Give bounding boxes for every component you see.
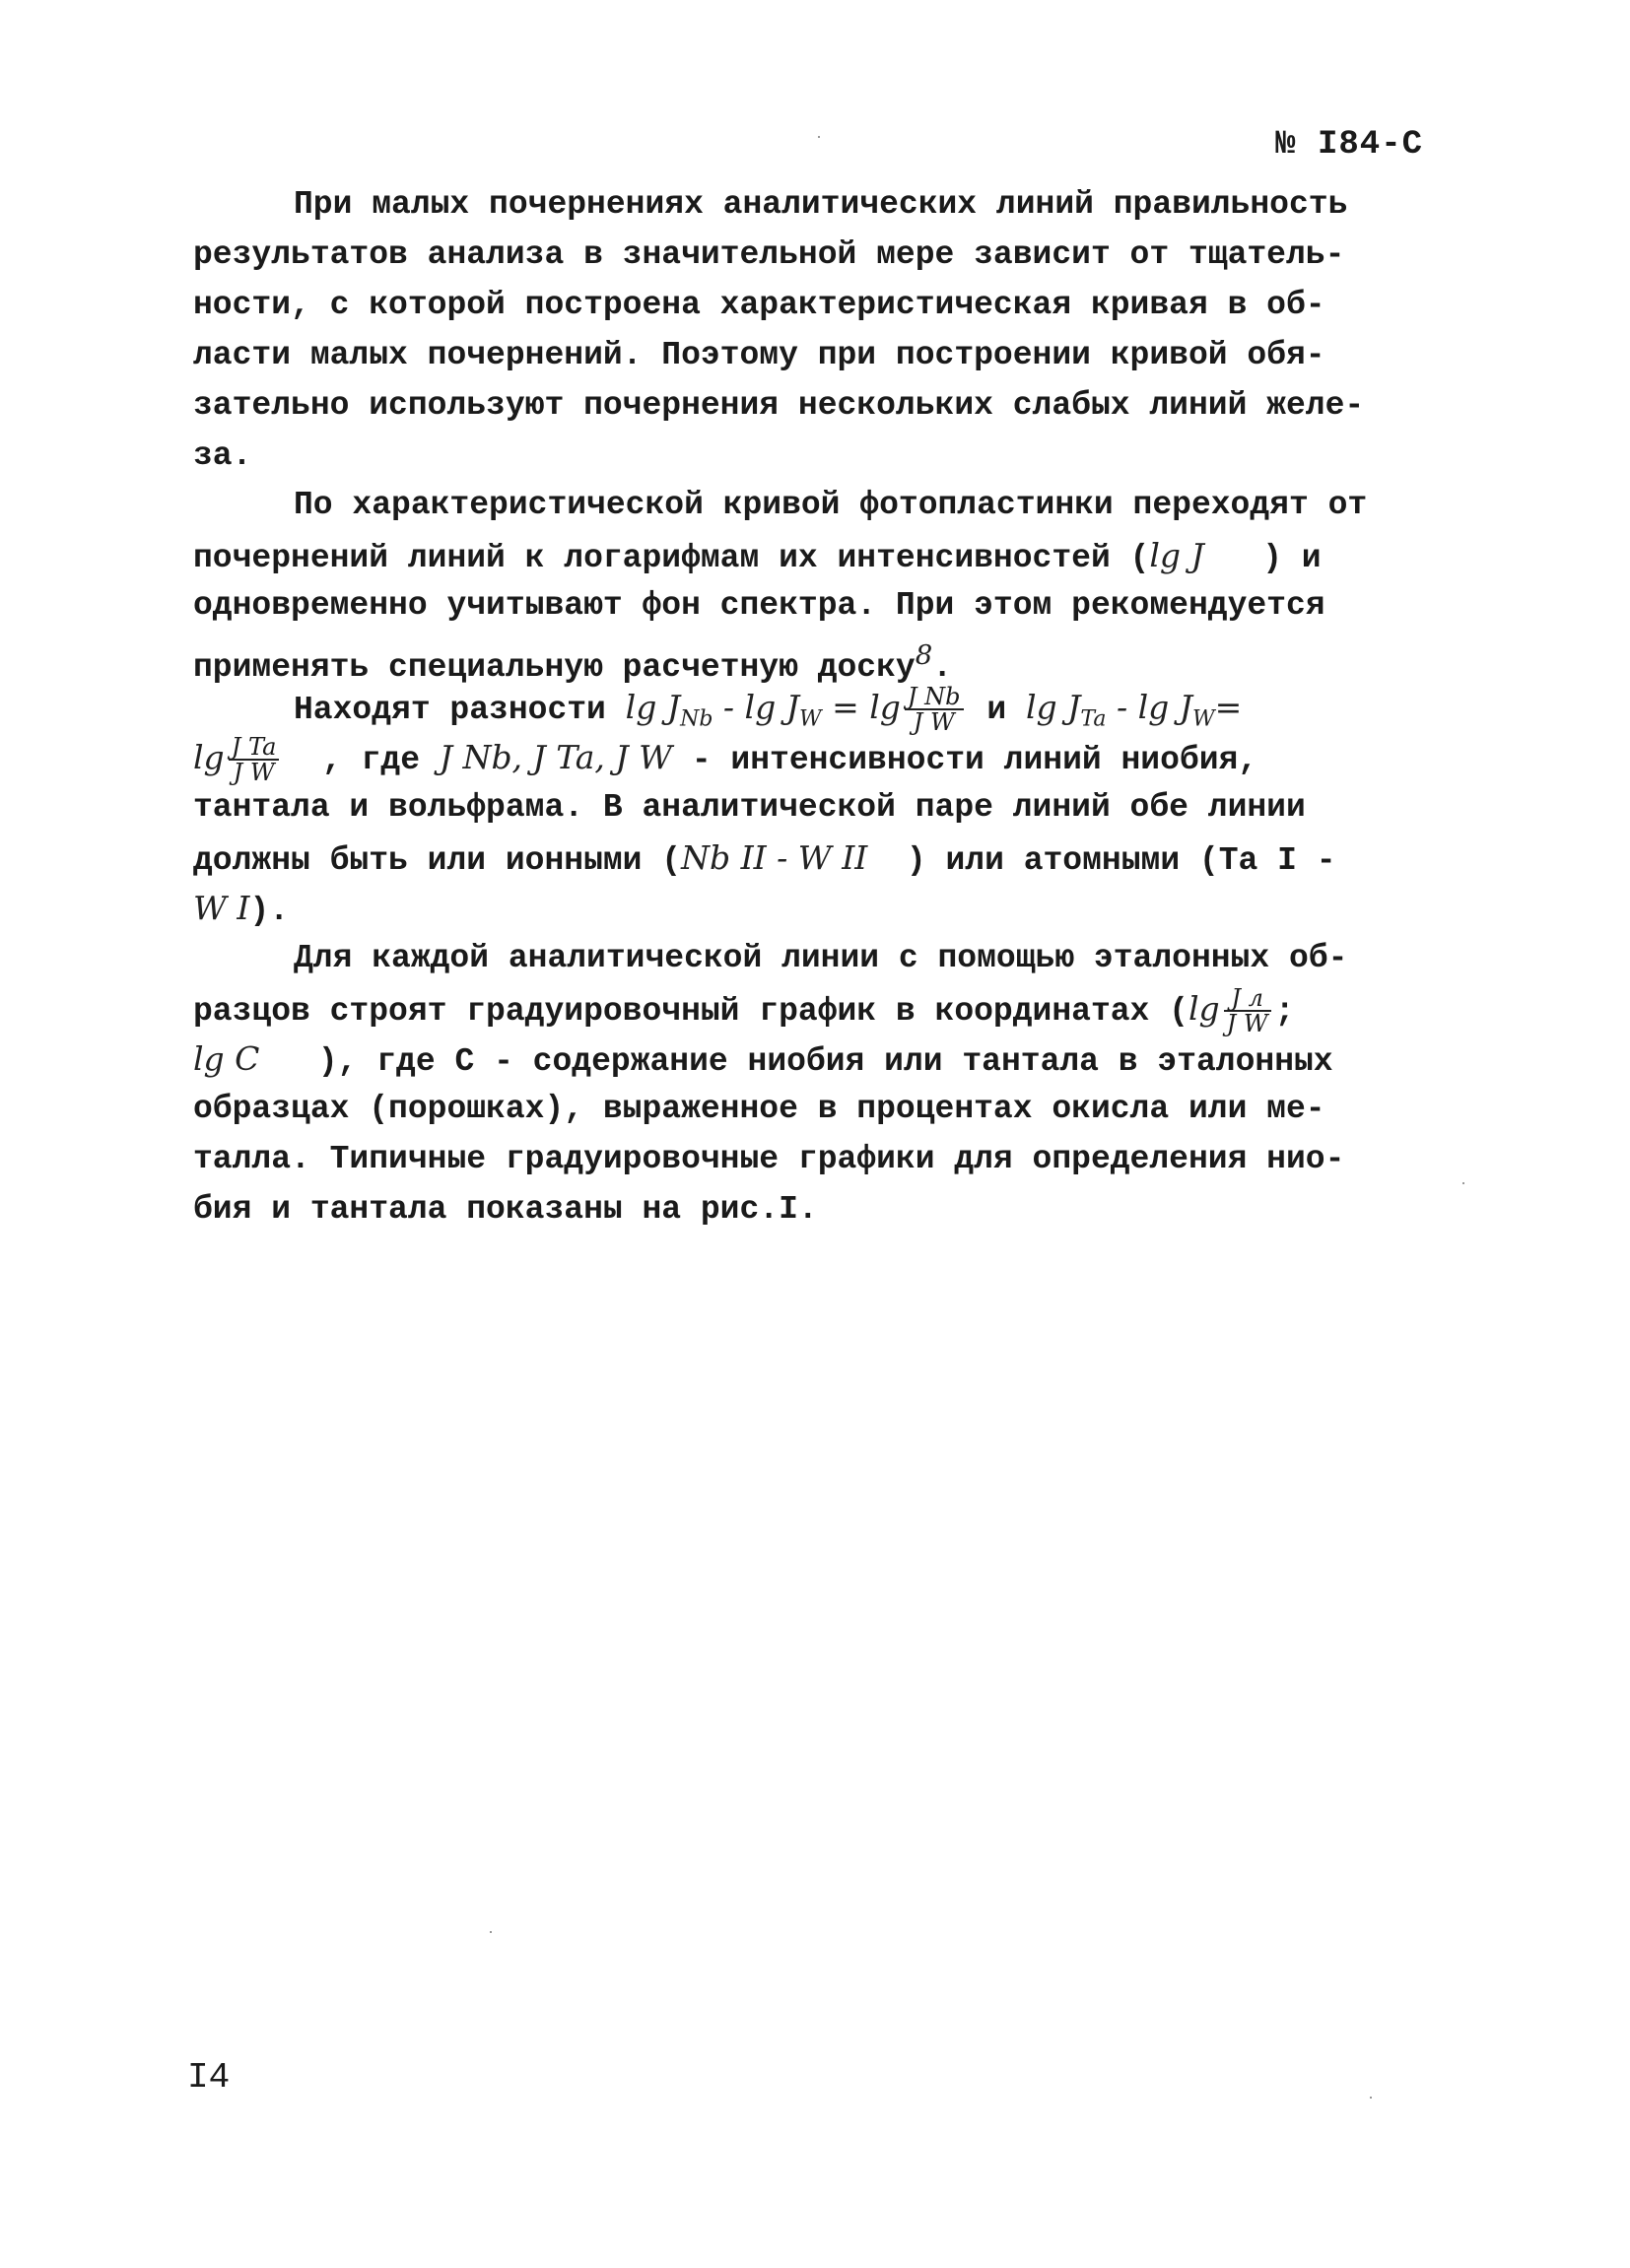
text-line: ласти малых почернений. Поэтому при построении кривой обя- bbox=[193, 337, 1325, 373]
scan-speck bbox=[1462, 1182, 1464, 1184]
text-line: образцах (порошках), выраженное в процентах окисла или ме- bbox=[193, 1091, 1325, 1127]
handwritten-formula: lg J bbox=[1149, 536, 1204, 574]
fraction: $\frac{\text{J Ta}}{\text{J W}}$ bbox=[229, 735, 280, 784]
text-fragment: , где bbox=[322, 742, 421, 778]
text-line: Для каждой аналитической линии с помощью эталонных об- bbox=[294, 940, 1348, 976]
text-line bbox=[193, 833, 1435, 883]
document-number: № I84-С bbox=[1275, 126, 1423, 164]
text-fragment: ) или атомными (Та I - bbox=[906, 842, 1336, 879]
text-line: талла. Типичные градуировочные графики для определения нио- bbox=[193, 1141, 1345, 1177]
text-fragment: и bbox=[986, 692, 1007, 728]
text-fragment: Находят разности bbox=[294, 692, 606, 728]
paragraph-1 bbox=[193, 179, 1435, 481]
handwritten-formula: Nb II - W II bbox=[681, 838, 868, 877]
text-line: за. bbox=[193, 437, 252, 474]
page-number: I4 bbox=[187, 2057, 231, 2098]
text-line: бия и тантала показаны на рис.I. bbox=[193, 1191, 818, 1228]
text-fragment: ; bbox=[1274, 993, 1295, 1030]
handwritten-formula: lg bbox=[1188, 989, 1220, 1028]
text-line bbox=[193, 732, 1435, 787]
text-line: одновременно учитывают фон спектра. При этом рекомендуется bbox=[193, 587, 1325, 624]
handwritten-formula: $\lg J_{Ta} - \lg J_W=$ bbox=[1025, 688, 1243, 732]
paragraph-4 bbox=[193, 933, 1435, 1234]
text-line: зательно используют почернения нескольких слабых линий желе- bbox=[193, 387, 1365, 424]
text-fragment: применять специальную расчетную доску bbox=[193, 649, 916, 686]
scan-speck bbox=[490, 1931, 492, 1933]
paragraph-3 bbox=[193, 682, 1435, 933]
text-fragment: ) и bbox=[1262, 540, 1322, 576]
text-fragment: ), где С - содержание ниобия или тантала в эталонных bbox=[317, 1043, 1333, 1080]
text-line: результатов анализа в значительной мере зависит от тщатель- bbox=[193, 236, 1345, 273]
text-line bbox=[193, 530, 1435, 580]
text-fragment: . bbox=[932, 649, 953, 686]
text-line bbox=[193, 883, 1435, 933]
footnote-reference: 8 bbox=[915, 639, 933, 671]
text-line: По характеристической кривой фотопластинки переходят от bbox=[294, 487, 1368, 523]
fraction: $\frac{\text{J л}}{\text{J W}}$ bbox=[1224, 986, 1271, 1035]
text-fragment: почернений линий к логарифмам их интенсивностей ( bbox=[193, 540, 1150, 576]
handwritten-formula: J Nb, J Ta, J W bbox=[439, 738, 672, 776]
paragraph-2 bbox=[193, 480, 1435, 686]
text-line bbox=[193, 1034, 1435, 1084]
text-line bbox=[193, 983, 1435, 1038]
text-line: При малых почернениях аналитических линий правильность bbox=[294, 186, 1348, 223]
scan-speck bbox=[818, 136, 820, 138]
text-line: ности, с которой построена характеристическая кривая в об- bbox=[193, 287, 1325, 323]
text-fragment: ). bbox=[249, 893, 290, 929]
handwritten-formula: lg bbox=[193, 738, 225, 776]
text-line: тантала и вольфрама. В аналитической паре линий обе линии bbox=[193, 789, 1306, 826]
text-line bbox=[193, 682, 1435, 737]
text-line bbox=[193, 631, 1435, 686]
text-fragment: разцов строят градуировочный график в координатах ( bbox=[193, 993, 1189, 1030]
handwritten-formula: $\lg J_{Nb} - \lg J_W = \lg$ bbox=[625, 688, 901, 732]
handwritten-formula: W I bbox=[193, 889, 250, 927]
handwritten-formula: lg C bbox=[193, 1039, 260, 1078]
text-fragment: должны быть или ионными ( bbox=[193, 842, 682, 879]
text-fragment: - интенсивности линий ниобия, bbox=[691, 742, 1258, 778]
fraction: $\frac{\text{J Nb}}{\text{J W}}$ bbox=[905, 685, 964, 734]
scan-speck bbox=[1370, 2097, 1372, 2099]
